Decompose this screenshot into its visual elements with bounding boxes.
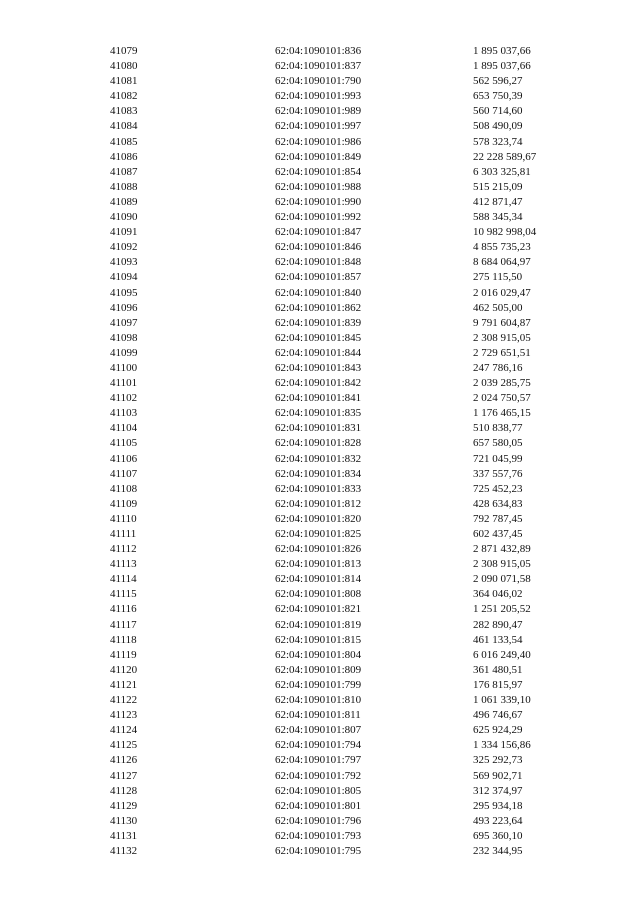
row-number: 41085 bbox=[110, 135, 138, 148]
cadastral-number: 62:04:1090101:796 bbox=[275, 814, 362, 827]
table-row bbox=[0, 240, 640, 255]
cadastral-number: 62:04:1090101:843 bbox=[275, 361, 362, 374]
cadastral-number: 62:04:1090101:811 bbox=[275, 709, 361, 722]
cadastral-value: 10 982 998,04 bbox=[473, 226, 537, 239]
cadastral-value: 247 786,16 bbox=[473, 361, 523, 374]
cadastral-value: 2 308 915,05 bbox=[473, 331, 531, 344]
cadastral-value: 515 215,09 bbox=[473, 180, 523, 193]
cadastral-value: 560 714,60 bbox=[473, 105, 523, 118]
table-row bbox=[0, 436, 640, 451]
cadastral-number: 62:04:1090101:790 bbox=[275, 75, 362, 88]
cadastral-number: 62:04:1090101:831 bbox=[275, 422, 362, 435]
row-number: 41128 bbox=[110, 784, 138, 797]
row-number: 41114 bbox=[110, 573, 137, 586]
cadastral-value: 6 303 325,81 bbox=[473, 165, 531, 178]
row-number: 41103 bbox=[110, 407, 138, 420]
cadastral-value: 232 344,95 bbox=[473, 844, 523, 857]
cadastral-value: 569 902,71 bbox=[473, 769, 523, 782]
row-number: 41086 bbox=[110, 150, 138, 163]
row-number: 41110 bbox=[110, 512, 137, 525]
row-number: 41082 bbox=[110, 90, 138, 103]
cadastral-value: 361 480,51 bbox=[473, 663, 523, 676]
table-row bbox=[0, 844, 640, 859]
cadastral-value: 1 895 037,66 bbox=[473, 45, 531, 57]
row-number: 41122 bbox=[110, 694, 138, 707]
cadastral-number: 62:04:1090101:828 bbox=[275, 437, 362, 450]
row-number: 41130 bbox=[110, 814, 138, 827]
row-number: 41091 bbox=[110, 226, 138, 239]
table-row bbox=[0, 376, 640, 391]
row-number: 41094 bbox=[110, 271, 138, 284]
table-row bbox=[0, 512, 640, 527]
cadastral-number: 62:04:1090101:819 bbox=[275, 618, 362, 631]
table-row bbox=[0, 753, 640, 768]
table-row bbox=[0, 784, 640, 799]
row-number: 41080 bbox=[110, 60, 138, 73]
row-number: 41100 bbox=[110, 361, 138, 374]
cadastral-value: 312 374,97 bbox=[473, 784, 523, 797]
cadastral-number: 62:04:1090101:809 bbox=[275, 663, 362, 676]
table-row bbox=[0, 467, 640, 482]
cadastral-number: 62:04:1090101:814 bbox=[275, 573, 362, 586]
cadastral-number: 62:04:1090101:808 bbox=[275, 588, 362, 601]
row-number: 41129 bbox=[110, 799, 138, 812]
cadastral-value: 462 505,00 bbox=[473, 301, 523, 314]
cadastral-value: 325 292,73 bbox=[473, 754, 523, 767]
row-number: 41120 bbox=[110, 663, 138, 676]
table-row bbox=[0, 482, 640, 497]
row-number: 41118 bbox=[110, 633, 137, 646]
cadastral-number: 62:04:1090101:793 bbox=[275, 829, 362, 842]
cadastral-number: 62:04:1090101:990 bbox=[275, 195, 362, 208]
row-number: 41132 bbox=[110, 844, 138, 857]
cadastral-number: 62:04:1090101:810 bbox=[275, 694, 362, 707]
table-row bbox=[0, 180, 640, 195]
row-number: 41111 bbox=[110, 528, 137, 540]
row-number: 41090 bbox=[110, 211, 138, 224]
table-row bbox=[0, 59, 640, 74]
cadastral-value: 695 360,10 bbox=[473, 829, 523, 842]
cadastral-number: 62:04:1090101:794 bbox=[275, 739, 362, 752]
row-number: 41095 bbox=[110, 286, 138, 299]
cadastral-number: 62:04:1090101:795 bbox=[275, 844, 362, 857]
table-row bbox=[0, 799, 640, 814]
table-row bbox=[0, 119, 640, 134]
table-row bbox=[0, 693, 640, 708]
table-row bbox=[0, 587, 640, 602]
cadastral-value: 508 490,09 bbox=[473, 120, 523, 133]
cadastral-value: 1 334 156,86 bbox=[473, 739, 531, 752]
cadastral-value: 364 046,02 bbox=[473, 588, 523, 601]
row-number: 41124 bbox=[110, 724, 138, 737]
cadastral-value: 6 016 249,40 bbox=[473, 648, 531, 661]
cadastral-number: 62:04:1090101:797 bbox=[275, 754, 362, 767]
row-number: 41117 bbox=[110, 618, 137, 631]
cadastral-number: 62:04:1090101:815 bbox=[275, 633, 362, 646]
cadastral-value: 792 787,45 bbox=[473, 512, 523, 525]
cadastral-number: 62:04:1090101:825 bbox=[275, 528, 362, 540]
table-row bbox=[0, 331, 640, 346]
cadastral-value: 1 895 037,66 bbox=[473, 60, 531, 73]
table-row bbox=[0, 255, 640, 270]
row-number: 41119 bbox=[110, 648, 137, 661]
table-row bbox=[0, 708, 640, 723]
cadastral-number: 62:04:1090101:848 bbox=[275, 256, 362, 269]
table-row bbox=[0, 361, 640, 376]
table-row bbox=[0, 738, 640, 753]
cadastral-value: 725 452,23 bbox=[473, 482, 523, 495]
row-number: 41113 bbox=[110, 558, 137, 571]
cadastral-value: 625 924,29 bbox=[473, 724, 523, 737]
row-number: 41104 bbox=[110, 422, 138, 435]
cadastral-number: 62:04:1090101:821 bbox=[275, 603, 362, 616]
cadastral-value: 2 016 029,47 bbox=[473, 286, 531, 299]
cadastral-value: 588 345,34 bbox=[473, 211, 523, 224]
table-row bbox=[0, 104, 640, 119]
cadastral-number: 62:04:1090101:842 bbox=[275, 377, 362, 390]
row-number: 41101 bbox=[110, 377, 138, 390]
row-number: 41109 bbox=[110, 497, 138, 510]
row-number: 41093 bbox=[110, 256, 138, 269]
table-row bbox=[0, 44, 640, 59]
cadastral-value: 4 855 735,23 bbox=[473, 241, 531, 254]
row-number: 41089 bbox=[110, 195, 138, 208]
cadastral-number: 62:04:1090101:854 bbox=[275, 165, 362, 178]
cadastral-number: 62:04:1090101:840 bbox=[275, 286, 362, 299]
table-row bbox=[0, 421, 640, 436]
cadastral-number: 62:04:1090101:799 bbox=[275, 678, 362, 691]
cadastral-value: 275 115,50 bbox=[473, 271, 523, 284]
table-row bbox=[0, 633, 640, 648]
cadastral-value: 2 729 651,51 bbox=[473, 346, 531, 359]
cadastral-number: 62:04:1090101:857 bbox=[275, 271, 362, 284]
row-number: 41087 bbox=[110, 165, 138, 178]
cadastral-value: 428 634,83 bbox=[473, 497, 523, 510]
cadastral-value: 22 228 589,67 bbox=[473, 150, 537, 163]
cadastral-value: 2 024 750,57 bbox=[473, 392, 531, 405]
cadastral-value: 176 815,97 bbox=[473, 678, 523, 691]
cadastral-number: 62:04:1090101:804 bbox=[275, 648, 362, 661]
table-row bbox=[0, 406, 640, 421]
row-number: 41123 bbox=[110, 709, 138, 722]
table-row bbox=[0, 602, 640, 617]
cadastral-number: 62:04:1090101:805 bbox=[275, 784, 362, 797]
cadastral-value: 295 934,18 bbox=[473, 799, 523, 812]
table-row bbox=[0, 286, 640, 301]
cadastral-value: 653 750,39 bbox=[473, 90, 523, 103]
cadastral-value: 1 251 205,52 bbox=[473, 603, 531, 616]
cadastral-value: 602 437,45 bbox=[473, 528, 523, 540]
table-row bbox=[0, 527, 640, 542]
row-number: 41126 bbox=[110, 754, 138, 767]
cadastral-value: 461 133,54 bbox=[473, 633, 523, 646]
cadastral-value: 1 176 465,15 bbox=[473, 407, 531, 420]
cadastral-value: 1 061 339,10 bbox=[473, 694, 531, 707]
cadastral-number: 62:04:1090101:841 bbox=[275, 392, 362, 405]
row-number: 41112 bbox=[110, 543, 137, 556]
cadastral-value: 9 791 604,87 bbox=[473, 316, 531, 329]
cadastral-number: 62:04:1090101:986 bbox=[275, 135, 362, 148]
table-row bbox=[0, 814, 640, 829]
table-row bbox=[0, 165, 640, 180]
cadastral-number: 62:04:1090101:846 bbox=[275, 241, 362, 254]
cadastral-value: 282 890,47 bbox=[473, 618, 523, 631]
cadastral-number: 62:04:1090101:862 bbox=[275, 301, 362, 314]
cadastral-number: 62:04:1090101:992 bbox=[275, 211, 362, 224]
cadastral-value: 493 223,64 bbox=[473, 814, 523, 827]
cadastral-number: 62:04:1090101:807 bbox=[275, 724, 362, 737]
table-row bbox=[0, 648, 640, 663]
row-number: 41116 bbox=[110, 603, 137, 616]
table-row bbox=[0, 225, 640, 240]
cadastral-number: 62:04:1090101:844 bbox=[275, 346, 362, 359]
row-number: 41098 bbox=[110, 331, 138, 344]
table-row bbox=[0, 572, 640, 587]
cadastral-value: 496 746,67 bbox=[473, 709, 523, 722]
cadastral-number: 62:04:1090101:792 bbox=[275, 769, 362, 782]
cadastral-value: 2 871 432,89 bbox=[473, 543, 531, 556]
data-table bbox=[0, 44, 640, 859]
table-row bbox=[0, 618, 640, 633]
cadastral-number: 62:04:1090101:839 bbox=[275, 316, 362, 329]
cadastral-number: 62:04:1090101:832 bbox=[275, 452, 362, 465]
cadastral-number: 62:04:1090101:812 bbox=[275, 497, 362, 510]
row-number: 41127 bbox=[110, 769, 138, 782]
row-number: 41107 bbox=[110, 467, 138, 480]
table-row bbox=[0, 391, 640, 406]
row-number: 41097 bbox=[110, 316, 138, 329]
cadastral-value: 2 090 071,58 bbox=[473, 573, 531, 586]
cadastral-number: 62:04:1090101:826 bbox=[275, 543, 362, 556]
row-number: 41088 bbox=[110, 180, 138, 193]
row-number: 41125 bbox=[110, 739, 138, 752]
table-row bbox=[0, 663, 640, 678]
table-row bbox=[0, 89, 640, 104]
cadastral-value: 2 039 285,75 bbox=[473, 377, 531, 390]
cadastral-number: 62:04:1090101:988 bbox=[275, 180, 362, 193]
row-number: 41083 bbox=[110, 105, 138, 118]
row-number: 41105 bbox=[110, 437, 138, 450]
cadastral-number: 62:04:1090101:835 bbox=[275, 407, 362, 420]
cadastral-value: 562 596,27 bbox=[473, 75, 523, 88]
cadastral-number: 62:04:1090101:801 bbox=[275, 799, 362, 812]
row-number: 41079 bbox=[110, 45, 138, 57]
cadastral-number: 62:04:1090101:989 bbox=[275, 105, 362, 118]
table-row bbox=[0, 452, 640, 467]
table-row bbox=[0, 270, 640, 285]
cadastral-number: 62:04:1090101:834 bbox=[275, 467, 362, 480]
table-row bbox=[0, 829, 640, 844]
cadastral-number: 62:04:1090101:820 bbox=[275, 512, 362, 525]
cadastral-number: 62:04:1090101:837 bbox=[275, 60, 362, 73]
cadastral-number: 62:04:1090101:845 bbox=[275, 331, 362, 344]
row-number: 41131 bbox=[110, 829, 138, 842]
cadastral-value: 337 557,76 bbox=[473, 467, 523, 480]
table-row bbox=[0, 346, 640, 361]
cadastral-value: 8 684 064,97 bbox=[473, 256, 531, 269]
cadastral-value: 2 308 915,05 bbox=[473, 558, 531, 571]
cadastral-value: 510 838,77 bbox=[473, 422, 523, 435]
table-row bbox=[0, 769, 640, 784]
table-row bbox=[0, 195, 640, 210]
row-number: 41096 bbox=[110, 301, 138, 314]
row-number: 41092 bbox=[110, 241, 138, 254]
cadastral-value: 412 871,47 bbox=[473, 195, 523, 208]
cadastral-value: 657 580,05 bbox=[473, 437, 523, 450]
cadastral-number: 62:04:1090101:849 bbox=[275, 150, 362, 163]
cadastral-number: 62:04:1090101:847 bbox=[275, 226, 362, 239]
table-row bbox=[0, 150, 640, 165]
table-row bbox=[0, 723, 640, 738]
row-number: 41115 bbox=[110, 588, 137, 601]
cadastral-number: 62:04:1090101:997 bbox=[275, 120, 362, 133]
cadastral-value: 578 323,74 bbox=[473, 135, 523, 148]
cadastral-number: 62:04:1090101:993 bbox=[275, 90, 362, 103]
table-row bbox=[0, 678, 640, 693]
table-row bbox=[0, 210, 640, 225]
row-number: 41102 bbox=[110, 392, 138, 405]
cadastral-number: 62:04:1090101:833 bbox=[275, 482, 362, 495]
table-row bbox=[0, 497, 640, 512]
cadastral-number: 62:04:1090101:813 bbox=[275, 558, 362, 571]
row-number: 41081 bbox=[110, 75, 138, 88]
row-number: 41099 bbox=[110, 346, 138, 359]
table-row bbox=[0, 557, 640, 572]
table-row bbox=[0, 135, 640, 150]
table-row bbox=[0, 542, 640, 557]
cadastral-value: 721 045,99 bbox=[473, 452, 523, 465]
cadastral-number: 62:04:1090101:836 bbox=[275, 45, 362, 57]
row-number: 41084 bbox=[110, 120, 138, 133]
row-number: 41121 bbox=[110, 678, 138, 691]
row-number: 41108 bbox=[110, 482, 138, 495]
table-row bbox=[0, 316, 640, 331]
table-row bbox=[0, 74, 640, 89]
row-number: 41106 bbox=[110, 452, 138, 465]
table-row bbox=[0, 301, 640, 316]
